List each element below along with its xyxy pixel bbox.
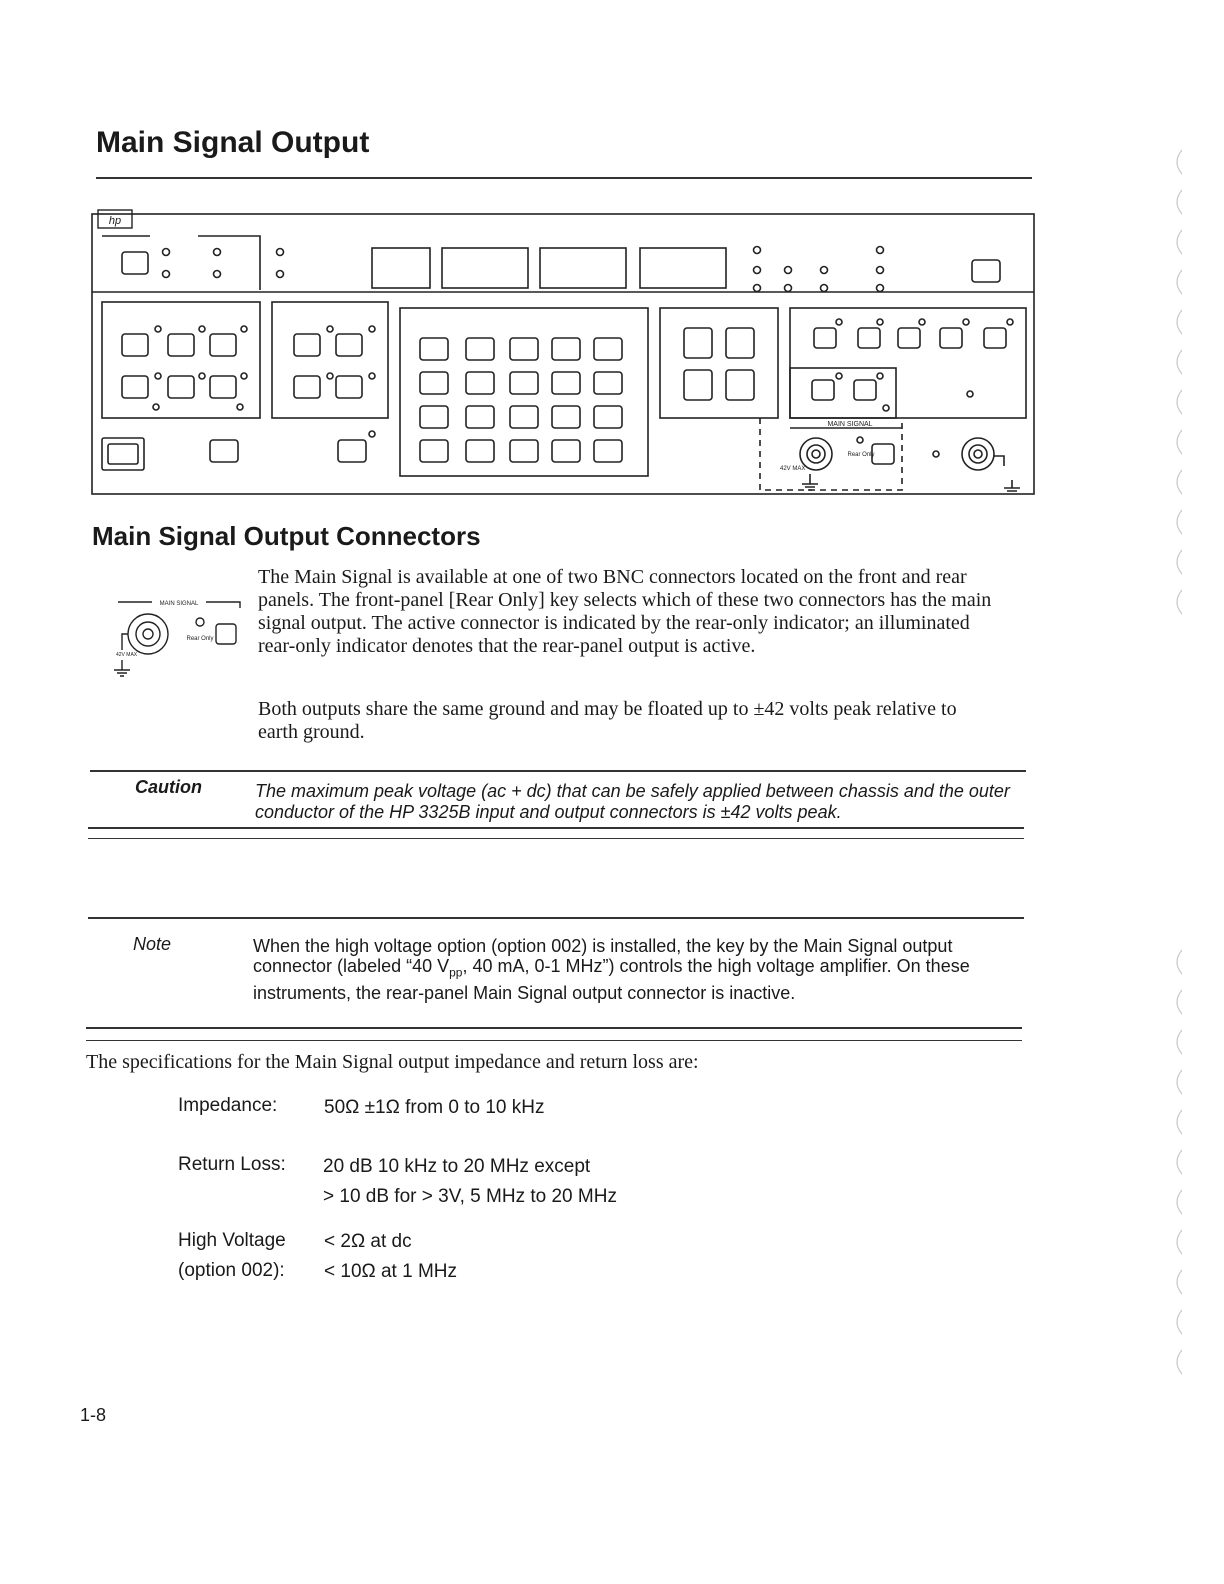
caution-text: The maximum peak voltage (ac + dc) that can be safely applied between chassis and the outer conductor of the HP 3325B input and output connectors is ±42 volts peak. [255,781,1010,822]
note-rule-top [88,917,1024,919]
spec-label-impedance: Impedance: [178,1095,278,1116]
keypad-outline [400,308,648,476]
spec-label-return-loss: Return Loss: [178,1154,286,1175]
svg-text:Rear Only: Rear Only [186,636,214,642]
spec-value-return-loss-2: > 10 dB for > 3V, 5 MHz to 20 MHz [323,1186,617,1207]
caution-rule-bottom-2 [88,838,1024,839]
spec-value-high-voltage-1: < 2Ω at dc [324,1231,412,1252]
svg-text:42V MAX: 42V MAX [780,466,806,472]
svg-text:42V MAX: 42V MAX [116,652,138,658]
section-heading: Main Signal Output Connectors [92,521,481,551]
spec-label-high-voltage: High Voltage [178,1230,286,1251]
caution-rule-bottom [88,827,1024,829]
connector-detail-icon [112,592,246,684]
svg-text:MAIN SIGNAL: MAIN SIGNAL [159,601,199,607]
svg-text:Rear Only: Rear Only [847,452,875,458]
caution-label: Caution [135,777,202,797]
bnc-connector-icon [962,438,994,470]
spec-intro: The specifications for the Main Signal output impedance and return loss are: [86,1051,699,1073]
note-label: Note [133,934,172,954]
paragraph-ground: Both outputs share the same ground and may be floated up to ±42 volts peak relative to earth ground. [258,698,957,743]
display-window [372,248,430,288]
spec-value-return-loss-1: 20 dB 10 kHz to 20 MHz except [323,1156,591,1177]
paragraph-main-signal: The Main Signal is available at one of two BNC connectors located on the front and rear panels. The front-panel [Rear Only] key selects which of these two connectors has the main signal output. The active connector is indicated by the rear-only indicator; an illuminated rear-only indicator denotes that the rear-panel output is active. [258,566,992,657]
display-window [540,248,626,288]
note-rule-bottom-2 [86,1040,1022,1041]
svg-text:MAIN SIGNAL: MAIN SIGNAL [827,421,873,428]
front-panel-diagram [90,204,1038,500]
page-number: 1-8 [80,1405,107,1425]
display-window [640,248,726,288]
binder-holes-decoration [1160,120,1200,1420]
note-text: When the high voltage option (option 002) is installed, the key by the Main Signal output connector (labeled “40 $V_{pp}$, 40 mA, 0-1 MHz”) controls the high voltage amplifier. On these instruments, the rear-panel Main Signal output connector is inactive. [253,936,970,1003]
keypad-keys [420,338,622,462]
title-rule [96,177,1032,179]
spec-label-option: (option 002): [178,1260,285,1281]
spec-value-high-voltage-2: < 10Ω at 1 MHz [324,1261,458,1282]
note-rule-bottom [86,1027,1022,1029]
page-title: Main Signal Output [96,126,370,159]
spec-value-impedance: 50Ω ±1Ω from 0 to 10 kHz [324,1097,545,1118]
key-icon [122,252,148,274]
caution-rule-top [90,770,1026,772]
display-window [442,248,528,288]
panel-outline [92,214,1034,494]
svg-text:hp: hp [108,215,122,227]
